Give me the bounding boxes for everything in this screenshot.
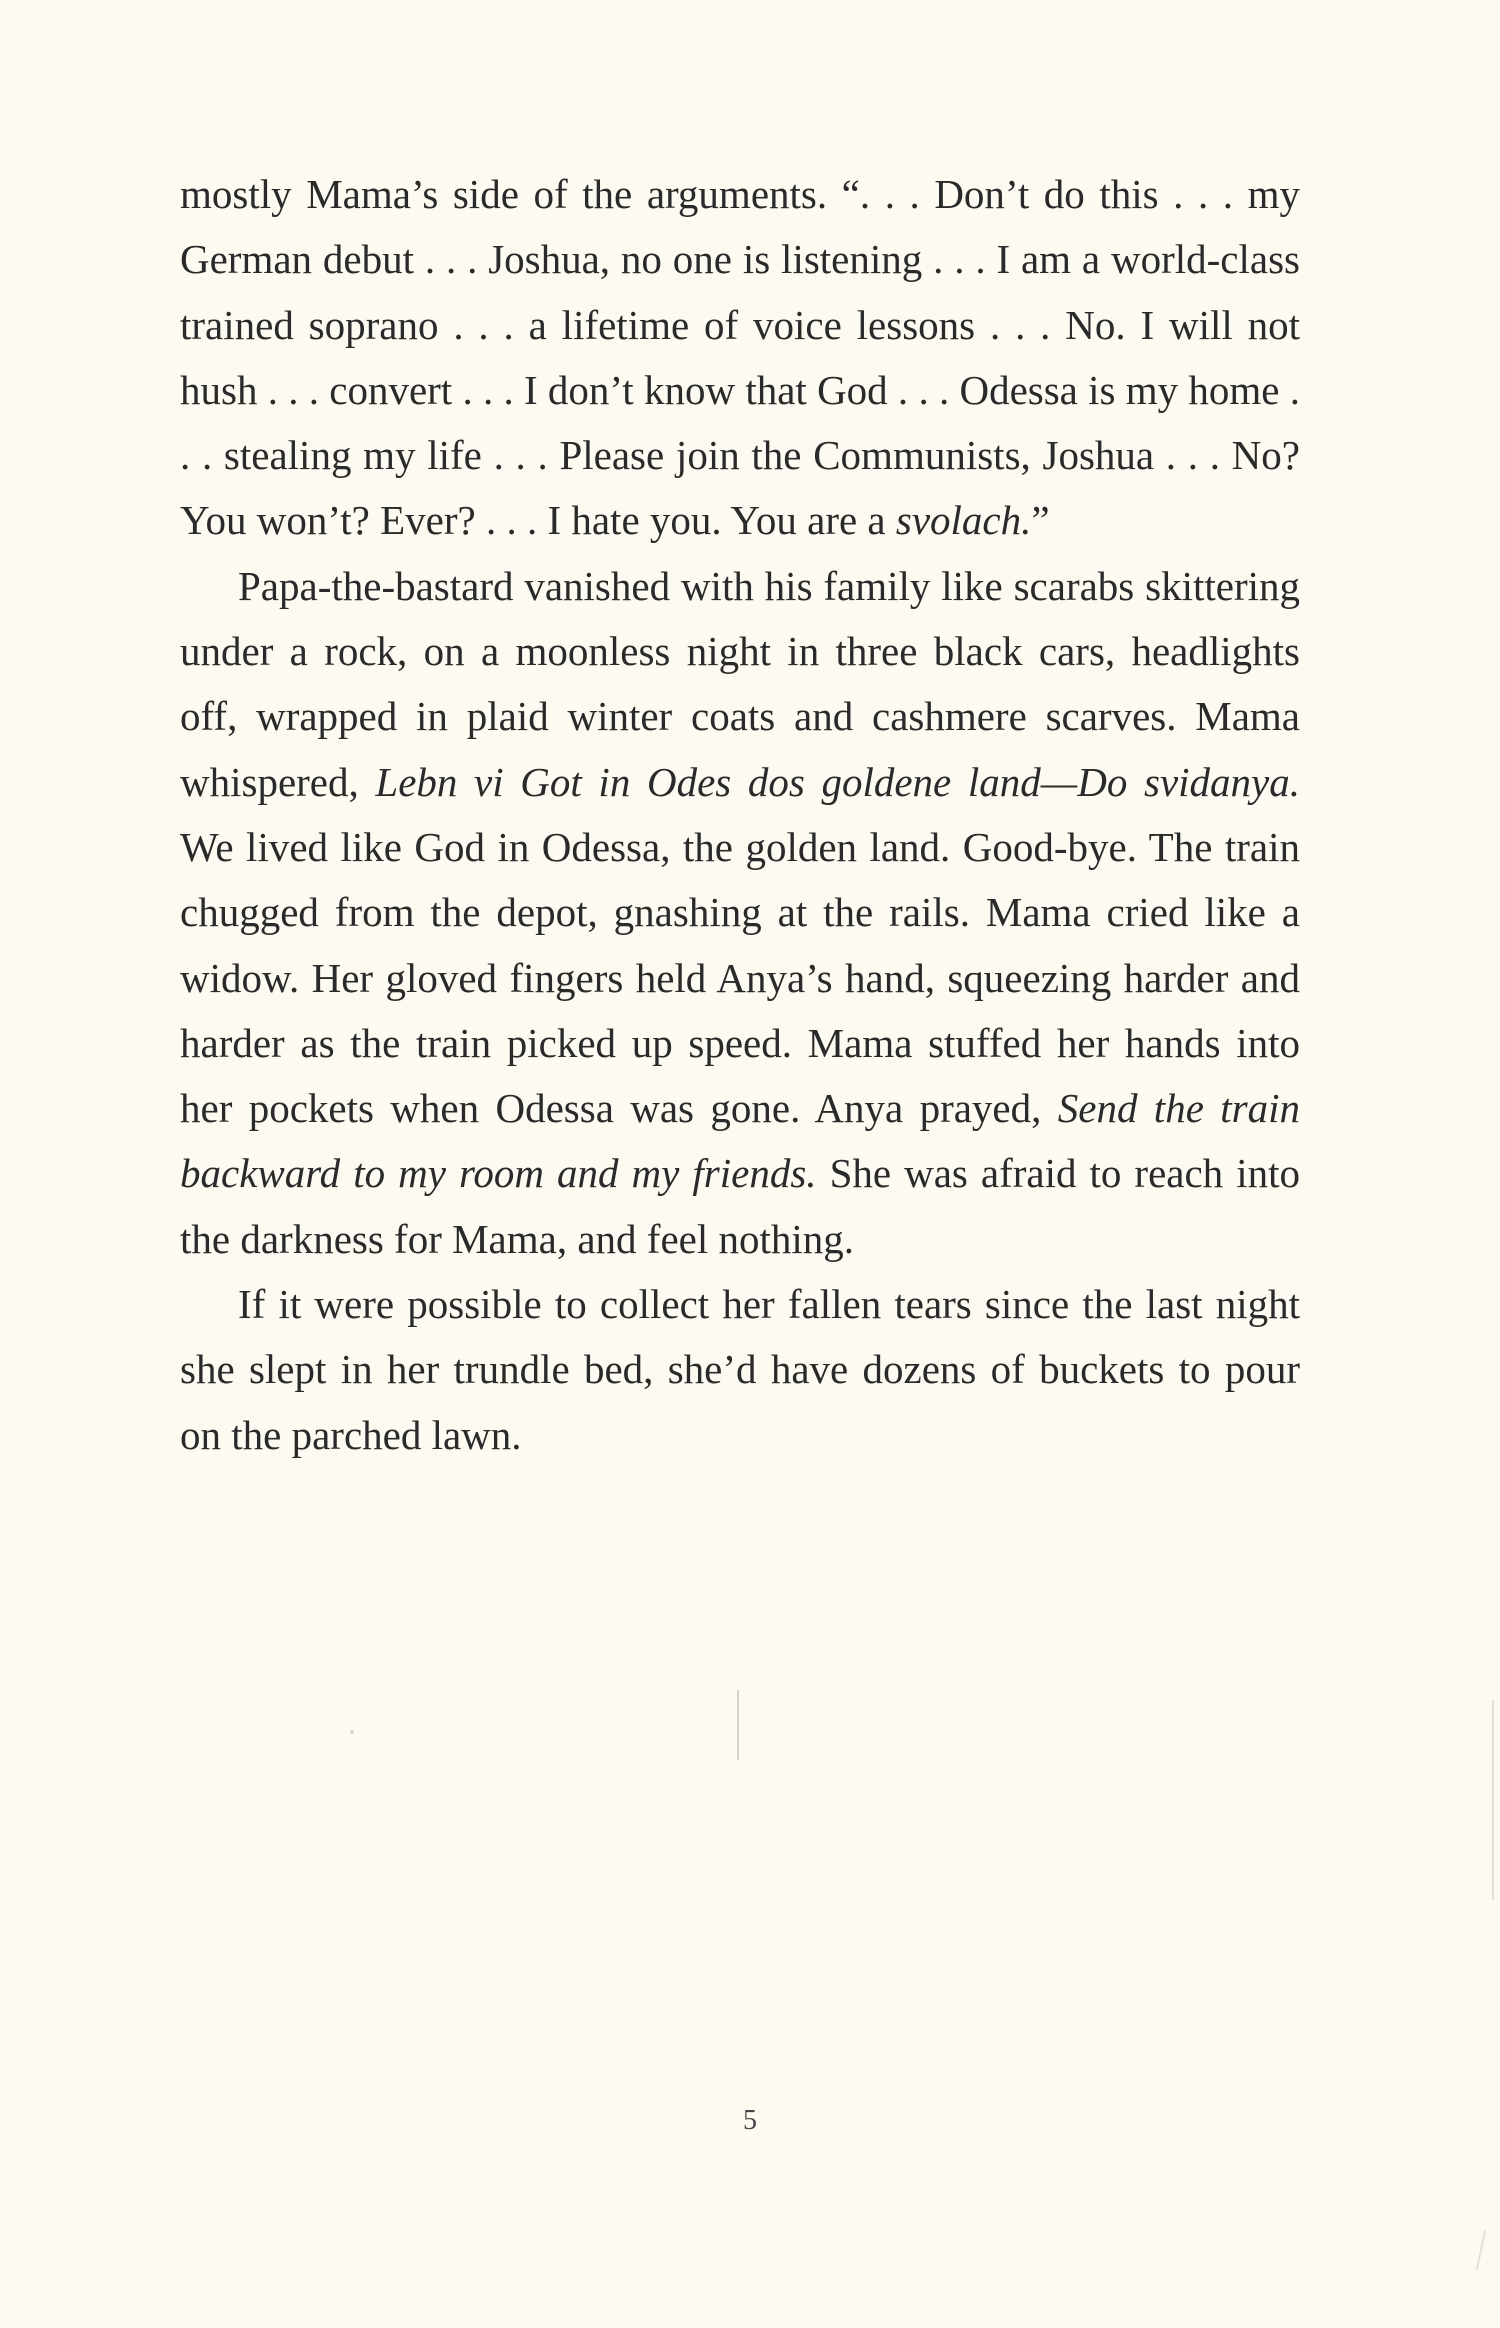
paragraph-2-italic-1: Lebn vi Got in Odes dos goldene land—Do svidanya.	[375, 758, 1300, 805]
paragraph-2-text-3: She was afraid to reach into the darkness for Mama, and feel nothing.	[180, 1150, 1300, 1262]
scan-artifact	[1492, 1700, 1494, 1900]
paragraph-1-text-1: mostly Mama’s side of the arguments. “. . . Don’t do this . . . my German debut . . . Joshua, no one is listening . . . I am a world-class trained soprano . . . a lifetime of voice lessons . . . No. I will not hush . . . convert . . . I don’t know that God . . . Odessa is my home . . . stealing my life . . . Please join the Communists, Joshua . . . No? You won’t? Ever? . . . I hate you. You are a	[180, 171, 1300, 544]
paragraph-1	[180, 162, 1300, 554]
page-number: 5	[743, 2105, 757, 2136]
scan-artifact	[350, 1730, 354, 1734]
paragraph-2	[180, 554, 1300, 1272]
paragraph-2-italic-2: Send the train backward to my room and my friends.	[180, 1085, 1300, 1197]
scan-artifact	[1476, 2230, 1486, 2270]
scan-artifact	[737, 1690, 739, 1760]
body-text	[180, 162, 1300, 1468]
paragraph-2-text-2: We lived like God in Odessa, the golden land. Good-bye. The train chugged from the depot, gnashing at the rails. Mama cried like a widow. Her gloved fingers held Anya’s hand, squeezing harder and harder as the train picked up speed. Mama stuffed her hands into her pockets when Odessa was gone. Anya prayed,	[180, 823, 1300, 1132]
paragraph-3-text-1: If it were possible to collect her fallen tears since the last night she slept in her trundle bed, she’d have dozens of buckets to pour on the parched lawn.	[180, 1281, 1300, 1458]
paragraph-1-italic-1: svolach.	[895, 497, 1032, 544]
paragraph-2-text-1: Papa-the-bastard vanished with his family like scarabs skittering under a rock, on a moonless night in three black cars, headlights off, wrapped in plaid winter coats and cashmere scarves. Mama whispered,	[180, 562, 1300, 805]
paragraph-3	[180, 1272, 1300, 1468]
paragraph-1-text-2: ”	[1031, 497, 1050, 544]
